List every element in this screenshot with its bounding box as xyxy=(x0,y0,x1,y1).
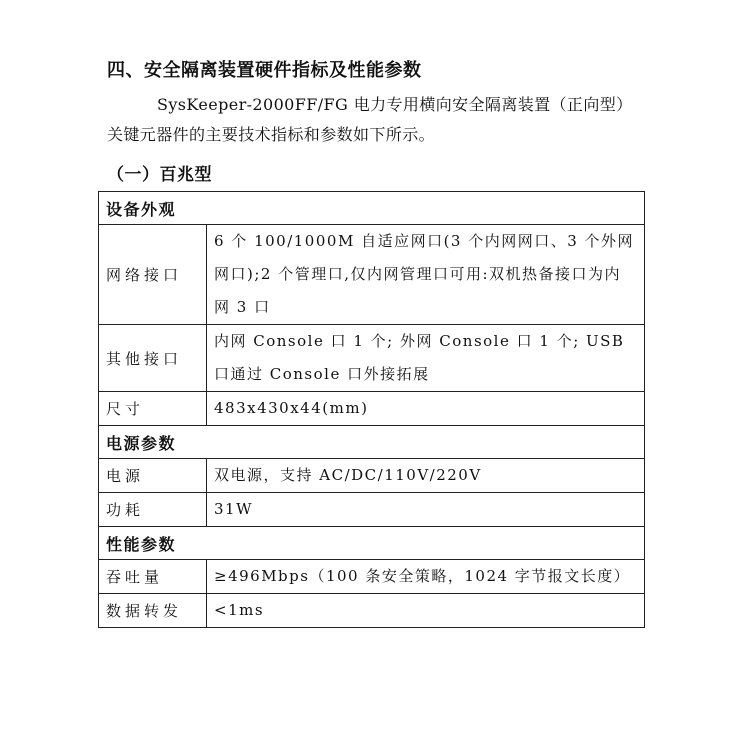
value-other-ports: 内网 Console 口 1 个; 外网 Console 口 1 个; USB 口通过 Console 口外接拓展 xyxy=(207,325,645,392)
table-section-row xyxy=(99,527,645,560)
label-other-ports: 其他接口 xyxy=(99,325,207,392)
sub-heading: （一）百兆型 xyxy=(107,165,212,185)
section-heading: 四、安全隔离装置硬件指标及性能参数 xyxy=(107,60,422,81)
value-power-supply: 双电源，支持 AC/DC/110V/220V xyxy=(207,459,645,493)
intro-paragraph: SysKeeper-2000FF/FG 电力专用横向安全隔离装置（正向型）关键元器件的主要技术指标和参数如下所示。 xyxy=(107,95,633,144)
value-forwarding: <1ms xyxy=(207,594,645,628)
label-forwarding: 数据转发 xyxy=(99,594,207,628)
label-power-consumption: 功耗 xyxy=(99,493,207,527)
table-row xyxy=(99,594,645,628)
table-section-row xyxy=(99,192,645,225)
value-size: 483x430x44(mm) xyxy=(207,392,645,426)
spec-table xyxy=(98,191,645,628)
label-throughput: 吞吐量 xyxy=(99,560,207,594)
value-throughput: ≥496Mbps（100 条安全策略，1024 字节报文长度） xyxy=(207,560,645,594)
label-network-ports: 网络接口 xyxy=(99,225,207,325)
label-power-supply: 电源 xyxy=(99,459,207,493)
section-appearance: 设备外观 xyxy=(99,192,645,225)
section-power: 电源参数 xyxy=(99,426,645,459)
table-row xyxy=(99,225,645,325)
table-row xyxy=(99,392,645,426)
table-section-row xyxy=(99,426,645,459)
label-size: 尺寸 xyxy=(99,392,207,426)
table-row xyxy=(99,560,645,594)
table-row xyxy=(99,493,645,527)
table-row xyxy=(99,325,645,392)
value-network-ports: 6 个 100/1000M 自适应网口(3 个内网网口、3 个外网网口);2 个管理口,仅内网管理口可用:双机热备接口为内网 3 口 xyxy=(207,225,645,325)
table-row xyxy=(99,459,645,493)
section-performance: 性能参数 xyxy=(99,527,645,560)
value-power-consumption: 31W xyxy=(207,493,645,527)
